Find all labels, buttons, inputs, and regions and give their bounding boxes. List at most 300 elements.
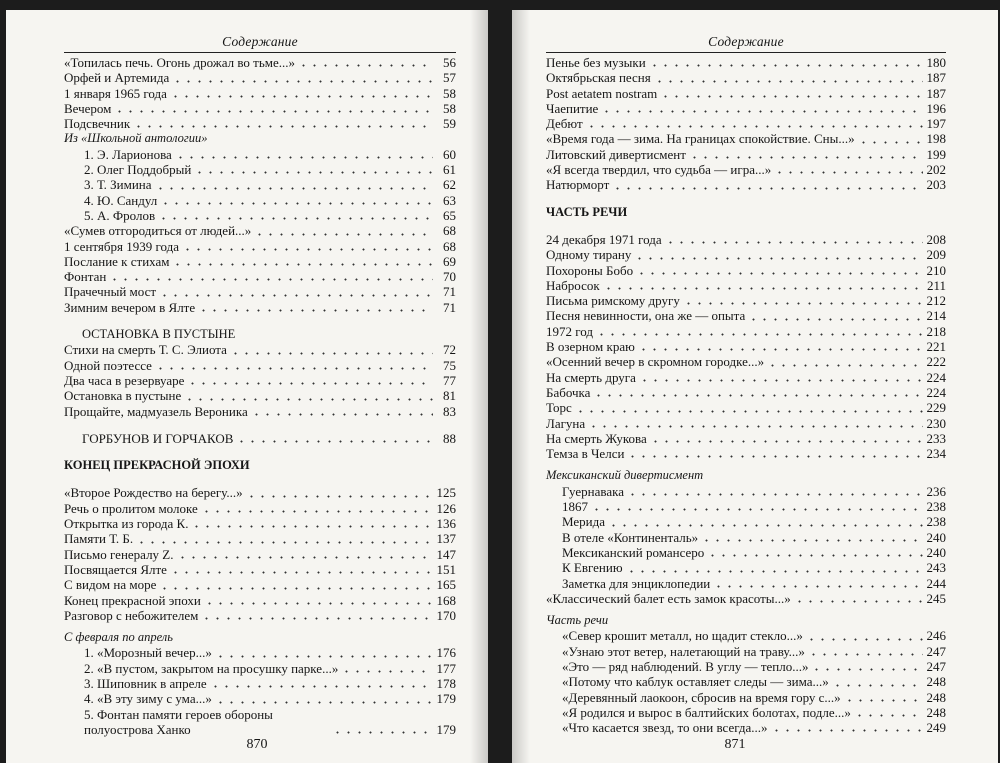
entry-page-number: 59 [443,116,456,132]
running-header: Содержание [708,34,784,49]
cycle-title: Мексиканский дивертисмент [546,468,704,483]
entry-page-number: 210 [926,262,946,278]
dot-leader [858,141,923,144]
dot-leader [612,187,923,190]
dot-leader [627,493,923,496]
entry-page-number: 72 [443,342,456,358]
toc-entry[interactable] [64,608,456,623]
toc-entry[interactable] [64,547,456,562]
dot-leader [665,241,923,244]
dot-leader [844,699,923,702]
toc-entry[interactable] [546,628,946,643]
toc-entry[interactable] [546,308,946,323]
dot-leader [172,263,433,266]
entry-page-number: 58 [443,85,456,101]
toc-entry[interactable] [546,324,946,339]
dot-leader [591,508,923,511]
toc-entry[interactable] [64,55,456,70]
dot-leader [638,348,923,351]
dot-leader [136,541,433,544]
dot-leader [191,525,433,528]
entry-page-number: 214 [926,308,946,324]
entry-page-number: 229 [926,400,946,416]
entry-title: «Осенний вечер в скромном городке...» [546,354,765,370]
dot-leader [713,585,923,588]
dot-leader [626,570,923,573]
entry-title: Пенье без музыки [546,55,646,70]
toc-entry[interactable] [546,55,946,70]
entry-page-number: 198 [926,131,946,147]
cycle-title: С февраля по апрель [64,630,173,645]
entry-page-number: 60 [443,146,456,162]
toc-entry[interactable] [546,293,946,308]
spacer [64,473,456,485]
toc-entry[interactable] [64,342,456,357]
entry-page-number: 222 [926,354,946,370]
toc-entry[interactable] [64,373,456,388]
page-number: 870 [246,737,268,752]
dot-leader [854,714,923,717]
entry-page-number: 240 [926,544,946,560]
toc-entry[interactable] [64,300,456,315]
entry-title: Послание к стихам [64,253,170,269]
dot-leader [230,352,433,355]
part-title: КОНЕЦ ПРЕКРАСНОЙ ЭПОХИ [64,458,250,473]
entry-title: Фонтан [64,269,107,285]
dot-leader [601,110,923,113]
entry-title: «Деревянный лаокоон, сбросив на время гору с...» [562,689,841,705]
entry-page-number: 177 [436,660,456,676]
entry-page-number: 240 [926,529,946,545]
toc-entry[interactable] [64,239,456,254]
cycle-title: Часть речи [546,613,609,628]
dot-leader [634,257,923,260]
toc-entry[interactable] [546,354,946,369]
entry-title: Октябрьская песня [546,70,651,86]
dot-leader [159,294,433,297]
entry-title: «Второе Рождество на берегу...» [64,485,243,501]
dot-leader [701,539,923,542]
entry-title: «Топилась печь. Огонь дрожал во тьме...» [64,55,296,70]
spacer [546,606,946,613]
entry-page-number: 245 [926,590,946,606]
header-rule [64,52,456,53]
dot-leader [774,171,923,174]
entry-page-number: 238 [926,499,946,515]
toc-entry[interactable] [64,101,456,116]
toc-entry[interactable] [546,177,946,192]
running-header: Содержание [222,34,298,49]
toc-entry[interactable] [64,147,456,162]
toc-entry[interactable] [64,358,456,373]
toc-entry[interactable] [64,162,456,177]
toc-entry[interactable] [546,131,946,146]
dot-leader [660,95,923,98]
entry-page-number: 248 [926,704,946,720]
dot-leader [133,125,433,128]
dot-leader [251,413,433,416]
dot-leader [158,217,433,220]
entry-page-number: 246 [926,628,946,644]
dot-leader [596,333,923,336]
entry-title: Одной поэтессе [64,357,152,373]
toc-entry[interactable] [546,446,946,461]
entry-title: Вечером [64,100,112,116]
dot-leader [198,309,433,312]
entry-title: Набросок [546,277,600,293]
entry-page-number: 218 [926,323,946,339]
toc-entry[interactable] [546,416,946,431]
dot-leader [184,398,433,401]
toc-entry[interactable] [64,269,456,284]
spacer [64,315,456,327]
entry-page-number: 58 [443,100,456,116]
toc-entry[interactable] [546,70,946,85]
toc-entry[interactable] [546,484,946,499]
entry-page-number: 179 [436,721,456,737]
entry-page-number: 61 [443,162,456,178]
entry-title: Post aetatem nostram [546,85,658,101]
toc-entry[interactable] [546,116,946,131]
toc-entry[interactable] [546,530,946,545]
entry-page-number: 208 [926,231,946,247]
toc-entry[interactable] [64,431,456,446]
gutter-shadow [512,10,530,763]
dot-leader [201,510,433,513]
entry-title: 1 сентября 1939 года [64,238,180,254]
entry-title: Мерида [562,514,605,530]
toc-entry[interactable] [64,707,456,738]
toc-entry[interactable] [546,690,946,705]
spacer [546,193,946,205]
toc-entry[interactable] [546,278,946,293]
toc-entry[interactable] [546,560,946,575]
entry-page-number: 179 [436,691,456,707]
header-rule [546,52,946,53]
entry-page-number: 69 [443,253,456,269]
dot-leader [341,670,433,673]
entry-title: Два часа в резервуаре [64,372,185,388]
entry-title: «Это — ряд наблюдений. В углу — тепло...» [562,658,809,674]
dot-leader [794,600,923,603]
entry-page-number: 248 [926,689,946,705]
toc-entry[interactable] [546,370,946,385]
entry-title: Натюрморт [546,177,610,193]
section-title: ОСТАНОВКА В ПУСТЫНЕ [82,327,236,342]
toc-entry[interactable] [546,385,946,400]
entry-title: «Север крошит металл, но щадит стекло...» [562,628,803,644]
dot-leader [215,655,433,658]
entry-title: ГОРБУНОВ И ГОРЧАКОВ [82,430,234,446]
dot-leader [608,524,923,527]
toc-entry[interactable] [546,86,946,101]
entry-page-number: 151 [436,561,456,577]
entry-title: Зимним вечером в Ялте [64,299,196,315]
toc-entry[interactable] [64,86,456,101]
entry-page-number: 63 [443,192,456,208]
dot-leader [588,425,923,428]
entry-page-number: 71 [443,284,456,300]
entry-title: Прачечный мост [64,284,157,300]
gutter-shadow [470,10,488,763]
toc-entry[interactable] [546,591,946,606]
entry-page-number: 62 [443,177,456,193]
dot-leader [114,110,433,113]
entry-title: На смерть Жукова [546,430,647,446]
toc-entry[interactable] [546,339,946,354]
toc-entry[interactable] [546,101,946,116]
entry-page-number: 70 [443,269,456,285]
dot-leader [159,587,433,590]
entry-title: Письма римскому другу [546,293,680,309]
part-title: ЧАСТЬ РЕЧИ [546,204,628,219]
entry-title: Бабочка [546,384,591,400]
entry-title: 3. Т. Зимина [84,177,152,193]
entry-page-number: 211 [926,277,946,293]
entry-page-number: 197 [926,116,946,132]
entry-page-number: 170 [436,607,456,623]
toc-entry[interactable] [546,674,946,689]
entry-page-number: 243 [926,560,946,576]
entry-title: «Я всегда твердил, что судьба — игра...» [546,162,772,178]
toc-entry[interactable] [64,593,456,608]
dot-leader [160,202,433,205]
dot-leader [201,617,433,620]
entry-page-number: 57 [443,70,456,86]
dot-leader [808,653,923,656]
entry-page-number: 203 [926,177,946,193]
entry-title: Подсвечник [64,116,131,132]
toc-entry[interactable] [546,644,946,659]
dot-leader [155,367,433,370]
left-page [6,10,488,763]
entry-title: Разговор с небожителем [64,607,199,623]
toc-entry[interactable] [64,691,456,706]
entry-page-number: 137 [436,531,456,547]
entry-page-number: 247 [926,643,946,659]
entry-title: «Время года — зима. На границах спокойствие. Сны...» [546,131,855,147]
entry-page-number: 75 [443,357,456,373]
entry-title: Гуернавака [562,483,624,499]
entry-page-number: 168 [436,592,456,608]
entry-page-number: 165 [436,577,456,593]
dot-leader [155,187,433,190]
entry-page-number: 187 [926,85,946,101]
entry-page-number: 238 [926,514,946,530]
entry-page-number: 83 [443,403,456,419]
entry-title: «Я родился и вырос в балтийских болотах, подле...» [562,704,851,720]
toc-entry[interactable] [64,177,456,192]
entry-page-number: 81 [443,388,456,404]
dot-leader [707,554,923,557]
entry-title: 4. «В эту зиму с ума...» [84,691,212,707]
dot-leader [748,318,923,321]
dot-leader [771,729,923,732]
entry-title: «Потому что каблук оставляет следы — зима...» [562,674,829,690]
entry-title: В озерном краю [546,339,635,355]
entry-title: «Классический балет есть замок красоты...» [546,590,791,606]
toc-entry[interactable] [64,254,456,269]
toc-entry[interactable] [546,162,946,177]
entry-page-number: 234 [926,446,946,462]
entry-title: «Узнаю этот ветер, налетающий на траву...» [562,643,805,659]
toc-entry[interactable] [64,116,456,131]
spacer [64,623,456,630]
dot-leader [654,80,923,83]
entry-page-number: 56 [443,55,456,70]
entry-page-number: 180 [926,55,946,70]
entry-page-number: 88 [443,430,456,446]
entry-page-number: 247 [926,658,946,674]
entry-page-number: 136 [436,516,456,532]
toc-entry[interactable] [64,676,456,691]
cycle-title: Из «Школьной антологии» [64,131,208,146]
toc-entry[interactable] [546,431,946,446]
entry-title: Дебют [546,116,583,132]
dot-leader [182,248,433,251]
entry-title: 1. «Морозный вечер...» [84,645,212,661]
entry-page-number: 71 [443,299,456,315]
dot-leader [636,272,923,275]
entry-title: «Сумев отгородиться от людей...» [64,223,252,239]
entry-title: Прощайте, мадмуазель Вероника [64,403,248,419]
toc-entry[interactable] [64,661,456,676]
entry-page-number: 126 [436,500,456,516]
entry-title: «Что касается звезд, то они всегда...» [562,720,768,736]
entry-page-number: 68 [443,238,456,254]
dot-leader [593,394,923,397]
entry-page-number: 125 [436,485,456,501]
dot-leader [650,440,923,443]
dot-leader [175,156,433,159]
toc-entry[interactable] [546,705,946,720]
dot-leader [236,440,433,443]
dot-leader [811,668,923,671]
entry-page-number: 209 [926,247,946,263]
toc-entry[interactable] [546,499,946,514]
toc-entry[interactable] [546,576,946,591]
toc-list [64,55,456,737]
entry-title: 5. Фонтан памяти героев обороны полуострова Ханко [84,706,273,737]
dot-leader [172,80,433,83]
toc-entry[interactable] [64,284,456,299]
entry-page-number: 178 [436,675,456,691]
dot-leader [649,64,923,67]
entry-title: К Евгению [562,560,623,576]
spacer [64,419,456,431]
dot-leader [177,556,434,559]
toc-entry[interactable] [64,208,456,223]
entry-title: 24 декабря 1971 года [546,231,662,247]
page-number: 871 [724,737,746,752]
toc-entry[interactable] [64,193,456,208]
entry-page-number: 187 [926,70,946,86]
dot-leader [627,455,923,458]
dot-leader [210,685,433,688]
entry-title: С видом на море [64,577,157,593]
entry-title: 1972 год [546,323,593,339]
dot-leader [639,379,923,382]
toc-entry[interactable] [64,577,456,592]
entry-page-number: 202 [926,162,946,178]
entry-title: Лагуна [546,415,586,431]
toc-entry[interactable] [546,545,946,560]
toc-entry[interactable] [64,516,456,531]
toc-entry[interactable] [546,247,946,262]
toc-entry[interactable] [64,388,456,403]
entry-title: Речь о пролитом молоке [64,500,198,516]
entry-page-number: 233 [926,430,946,446]
toc-entry[interactable] [64,531,456,546]
entry-title: Открытка из города К. [64,516,189,532]
entry-title: Конец прекрасной эпохи [64,592,201,608]
entry-page-number: 68 [443,223,456,239]
entry-page-number: 65 [443,207,456,223]
dot-leader [832,684,923,687]
entry-title: Орфей и Артемида [64,70,170,86]
toc-entry[interactable] [546,514,946,529]
entry-title: Чаепитие [546,100,599,116]
toc-entry[interactable] [546,232,946,247]
entry-title: Остановка в пустыне [64,388,182,404]
dot-leader [194,171,433,174]
toc-entry[interactable] [64,485,456,500]
toc-entry[interactable] [64,562,456,577]
entry-title: 2. Олег Поддобрый [84,162,192,178]
dot-leader [170,571,433,574]
toc-entry[interactable] [546,659,946,674]
toc-entry[interactable] [64,645,456,660]
entry-page-number: 221 [926,339,946,355]
dot-leader [332,731,433,734]
toc-entry[interactable] [546,263,946,278]
entry-title: В отеле «Континенталь» [562,529,699,545]
dot-leader [806,638,923,641]
entry-title: Темза в Челси [546,446,625,462]
dot-leader [254,233,433,236]
toc-entry[interactable] [64,404,456,419]
toc-entry[interactable] [546,720,946,735]
spacer [64,446,456,458]
dot-leader [689,156,923,159]
entry-page-number: 249 [926,720,946,736]
dot-leader [246,495,433,498]
dot-leader [170,95,433,98]
dot-leader [187,382,433,385]
entry-title: Посвящается Ялте [64,561,167,577]
dot-leader [298,64,433,67]
entry-title: Одному тирану [546,247,632,263]
entry-page-number: 196 [926,100,946,116]
entry-title: 1867 [562,499,588,515]
dot-leader [603,287,923,290]
toc-entry[interactable] [64,501,456,516]
entry-title: 3. Шиповник в апреле [84,675,207,691]
toc-entry[interactable] [546,400,946,415]
toc-entry[interactable] [546,147,946,162]
entry-page-number: 248 [926,674,946,690]
entry-title: Торс [546,400,572,416]
toc-entry[interactable] [64,70,456,85]
entry-title: 2. «В пустом, закрытом на просушку парке...» [84,660,339,676]
entry-page-number: 199 [926,146,946,162]
entry-title: Стихи на смерть Т. С. Элиота [64,342,227,358]
entry-title: 4. Ю. Сандул [84,192,158,208]
entry-title: Литовский дивертисмент [546,146,686,162]
toc-entry[interactable] [64,223,456,238]
entry-title: Песня невинности, она же — опыта [546,308,746,324]
entry-title: Похороны Бобо [546,262,634,278]
